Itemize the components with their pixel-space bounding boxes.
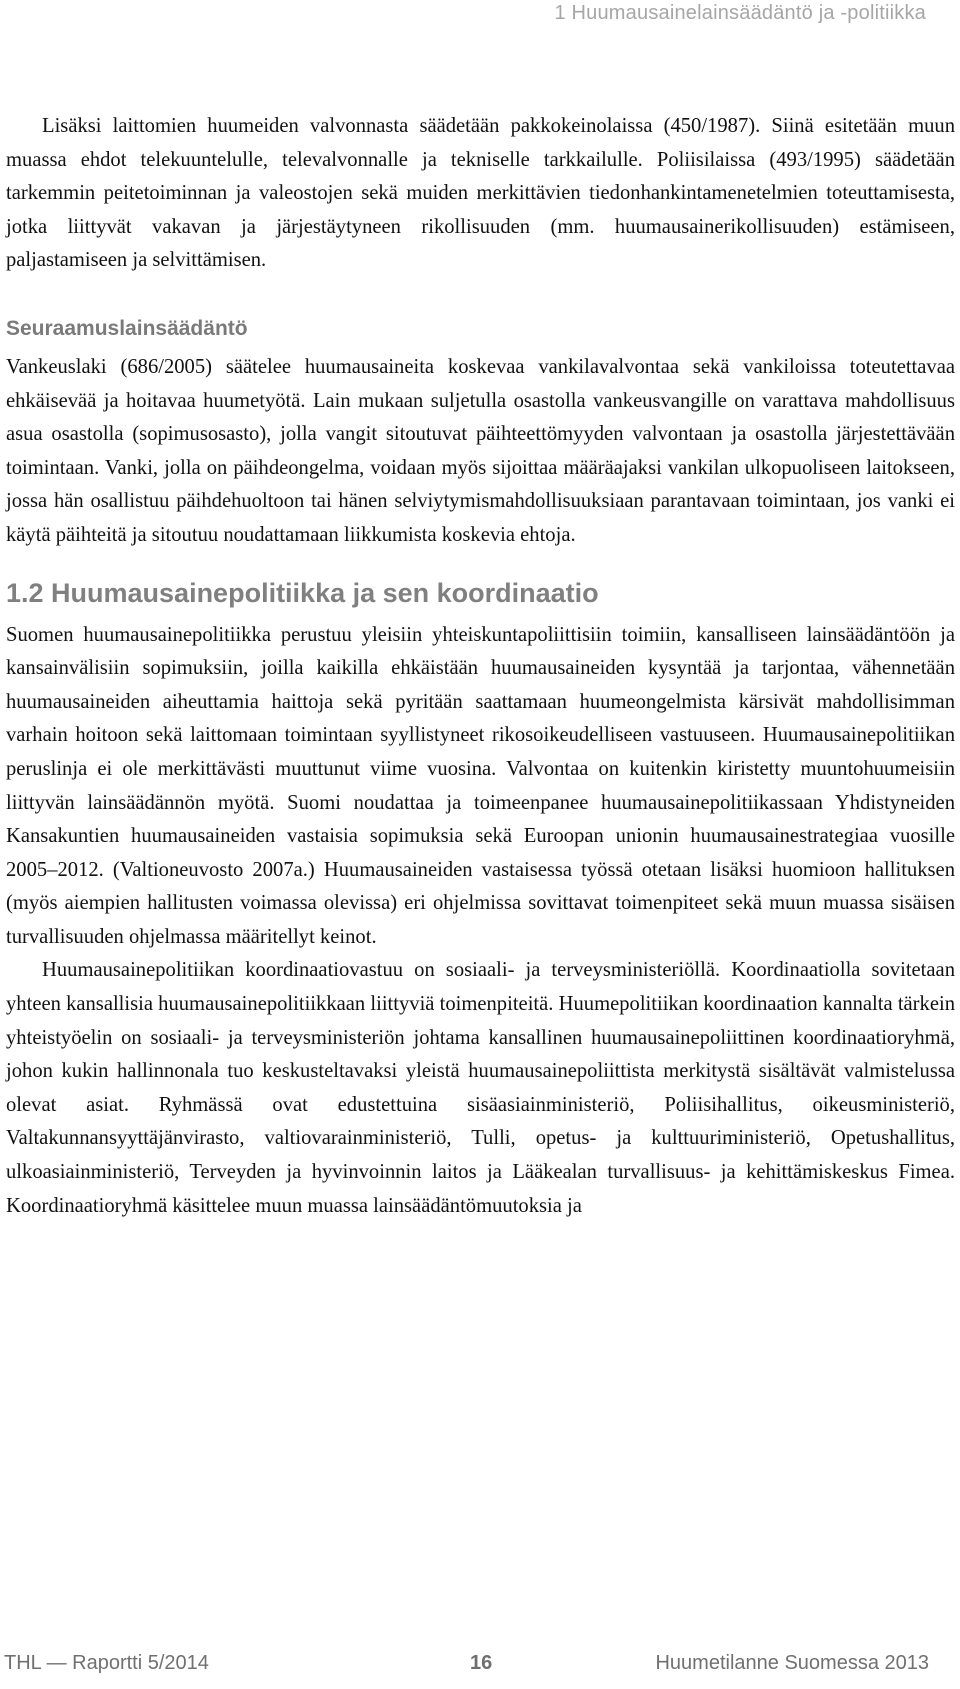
running-header: 1 Huumausainelainsäädäntö ja -politiikka <box>554 2 926 24</box>
paragraph-koordinaatio: Huumausainepolitiikan koordinaatiovastuu on sosiaali- ja terveysministeriöllä. Koordinaatiolla sovitetaan yhteen kansallisia huumausainepolitiikkaan liittyviä toimenpiteitä. Huumepolitiikan koordinaation kannalta tärkein yhteistyöelin on sosiaali- ja terveysministeriön johtama kansallinen huumausainepoliittinen koordinaatioryhmä, johon kukin hallinnonala tuo keskusteltavaksi yleistä huumausainepoliittista merkitystä sisältävät valmistelussa olevat asiat. Ryhmässä ovat edustettuina sisäasiainministeriö, Poliisihallitus, oikeusministeriö, Valtakunnansyyttäjänvirasto, valtiovarainministeriö, Tulli, opetus- ja kulttuuriministeriö, Opetushallitus, ulkoasiainministeriö, Terveyden ja hyvinvoinnin laitos ja Lääkealan turvallisuus- ja kehittämiskeskus Fimea. Koordinaatioryhmä käsittelee muun muassa lainsäädäntömuutoksia ja <box>6 959 955 1217</box>
paragraph-politiikka: Suomen huumausainepolitiikka perustuu yleisiin yhteiskuntapoliittisiin toimiin, kansalliseen lainsäädäntöön ja kansainvälisiin sopimuksiin, joilla kaikilla ehkäistään huumausaineiden kysyntää ja tarjontaa, vähennetään huumausaineiden aiheuttamia haittoja sekä pyritään saattamaan huumeongelmista kärsivät mahdollisimman varhain hoitoon sekä laittomaan toimintaan syyllistyneet rikosoikeudelliseen vastuuseen. Huumausainepolitiikan peruslinja ei ole merkittävästi muuttunut viime vuosina. Valvontaa on kuitenkin kiristetty muuntohuumeisiin liittyvän lainsäädännön myötä. Suomi noudattaa ja toimeenpanee huumausainepolitiikassaan Yhdistyneiden Kansakuntien huumausaineiden vastaisia sopimuksia sekä Euroopan unionin huumausainestrategiaa vuosille 2005–2012. (Valtioneuvosto 2007a.) Huumausaineiden vastaisessa työssä otetaan lisäksi huomioon hallituksen (myös aiempien hallitusten voimassa olevissa) eri ohjelmissa sovittavat toimenpiteet sekä muun muassa sisäisen turvallisuuden ohjelmassa määritellyt keinot. <box>6 623 955 948</box>
page-footer <box>0 1652 960 1682</box>
subheading-seuraamuslainsaadanto: Seuraamuslainsäädäntö <box>6 316 248 340</box>
footer-publication-title: Huumetilanne Suomessa 2013 <box>655 1652 929 1674</box>
footer-report-id: THL — Raportti 5/2014 <box>4 1652 209 1674</box>
section-heading: 1.2 Huumausainepolitiikka ja sen koordinaatio <box>6 577 599 608</box>
paragraph-vankeuslaki: Vankeuslaki (686/2005) säätelee huumausaineita koskevaa vankilavalvontaa sekä vankiloissa toteutettavaa ehkäisevää ja hoitavaa huumetyötä. Lain mukaan suljetulla osastolla vankeusvangille on varattava mahdollisuus asua osastolla (sopimusosasto), jolla vangit sitoutuvat päihteettömyyden valvontaan ja osastolla järjestettävään toimintaan. Vanki, jolla on päihdeongelma, voidaan myös sijoittaa määräajaksi vankilan ulkopuoliseen laitokseen, jossa hän osallistuu päihdehuoltoon tai hänen selviytymismahdollisuuksiaan parantavaan toimintaan, jos vanki ei käytä päihteitä ja sitoutuu noudattamaan liikkumista koskevia ehtoja. <box>6 355 955 546</box>
page-number: 16 <box>470 1652 493 1674</box>
paragraph-intro: Lisäksi laittomien huumeiden valvonnasta säädetään pakkokeinolaissa (450/1987). Siinä esitetään muun muassa ehdot telekuuntelulle, televalvonnalle ja tekniselle tarkkailulle. Poliisilaissa (493/1995) säädetään tarkemmin peitetoiminnan ja valeostojen sekä muiden merkittävien tiedonhankintamenetelmien toteuttamisesta, jotka liittyvät vakavan ja järjestäytyneen rikollisuuden (mm. huumausainerikollisuuden) estämiseen, paljastamiseen ja selvittämisen. <box>6 115 955 272</box>
page-content <box>6 110 955 1223</box>
